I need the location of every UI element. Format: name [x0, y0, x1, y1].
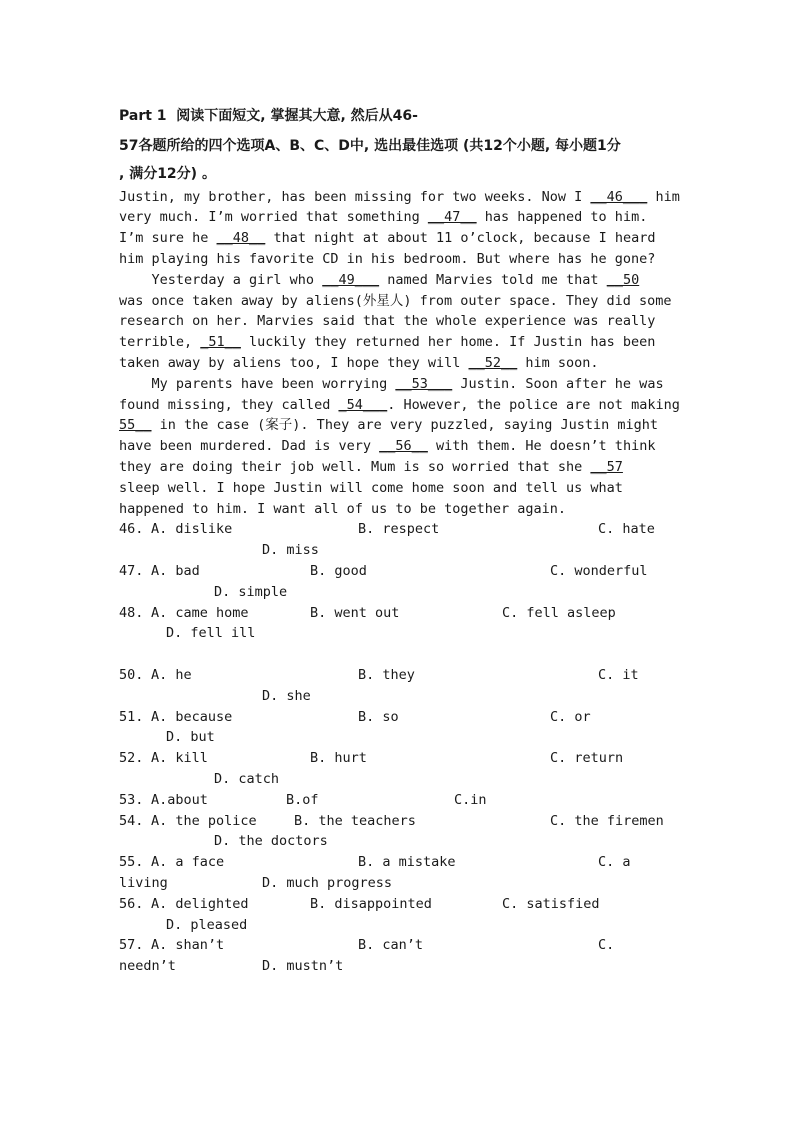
section-title-line3: , 满分12分) 。 [119, 166, 216, 182]
question-51-option-d: D. but [166, 729, 215, 745]
question-51-option-c: C. or [550, 709, 591, 725]
question-56-option-c: C. satisfied [502, 896, 600, 912]
section-title-line2: 57各题所给的四个选项A、B、C、D中, 选出最佳选项 (共12个小题, 每小题1分 [119, 138, 621, 154]
question-51-option-a: A. because [151, 709, 233, 725]
question-46-option-b: B. respect [358, 521, 440, 537]
question-54-option-d: D. the doctors [214, 833, 328, 849]
question-46-option-a: A. dislike [151, 521, 233, 537]
question-55-option-d: D. much progress [262, 875, 393, 891]
passage-line: terrible, _51__ luckily they returned her home. If Justin has been [119, 334, 656, 350]
question-47-number: 47. [119, 563, 144, 579]
passage-line: have been murdered. Dad is very __56__ with them. He doesn’t think [119, 438, 656, 454]
question-56-number: 56. [119, 896, 144, 912]
question-55-option-c-cont: living [119, 875, 168, 891]
passage-line: very much. I’m worried that something __47__ has happened to him. [119, 209, 648, 225]
question-52-option-b: B. hurt [310, 750, 367, 766]
blank-48: __48__ [216, 230, 266, 246]
question-57-option-c: C. [598, 937, 615, 953]
passage-line: I’m sure he __48__ that night at about 11 o’clock, because I heard [119, 230, 656, 246]
question-48-option-b: B. went out [310, 605, 400, 621]
passage-line: was once taken away by aliens(外星人) from outer space. They did some [119, 293, 672, 309]
blank-56: __56__ [379, 438, 428, 454]
blank-46: __46___ [590, 189, 648, 205]
question-50-option-a: A. he [151, 667, 192, 683]
question-52-option-d: D. catch [214, 771, 280, 787]
question-53-option-b: B.of [286, 792, 319, 808]
passage-line: 55__ in the case (案子). They are very puzzled, saying Justin might [119, 417, 659, 433]
question-53-option-c: C.in [454, 792, 487, 808]
question-47-option-d: D. simple [214, 584, 288, 600]
question-52-option-a: A. kill [151, 750, 208, 766]
question-50-option-c: C. it [598, 667, 639, 683]
question-56-option-a: A. delighted [151, 896, 249, 912]
question-53-number: 53. [119, 792, 144, 808]
question-54-option-a: A. the police [151, 813, 257, 829]
blank-50: __50 [606, 272, 640, 288]
passage-line: My parents have been worrying __53___ Justin. Soon after he was [119, 376, 664, 392]
question-57-option-d: D. mustn’t [262, 958, 344, 974]
passage-line: taken away by aliens too, I hope they will __52__ him soon. [119, 355, 599, 371]
passage-line: found missing, they called _54___. However, the police are not making [119, 397, 680, 413]
question-48-option-c: C. fell asleep [502, 605, 616, 621]
question-55-number: 55. [119, 854, 144, 870]
question-50-option-d: D. she [262, 688, 311, 704]
question-50-option-b: B. they [358, 667, 415, 683]
question-48-option-d: D. fell ill [166, 625, 256, 641]
question-48-option-a: A. came home [151, 605, 249, 621]
passage-line: sleep well. I hope Justin will come home soon and tell us what [119, 480, 623, 496]
passage-line: Justin, my brother, has been missing for two weeks. Now I __46___ him [119, 189, 680, 205]
question-56-option-b: B. disappointed [310, 896, 432, 912]
question-55-option-c: C. a [598, 854, 631, 870]
section-title-line1: Part 1 阅读下面短文, 掌握其大意, 然后从46- [119, 108, 418, 124]
question-47-option-c: C. wonderful [550, 563, 648, 579]
question-54-option-b: B. the teachers [294, 813, 416, 829]
question-57-number: 57. [119, 937, 144, 953]
blank-57: __57 [590, 459, 623, 475]
question-52-option-c: C. return [550, 750, 624, 766]
question-46-option-c: C. hate [598, 521, 655, 537]
question-56-option-d: D. pleased [166, 917, 248, 933]
question-57-option-a: A. shan’t [151, 937, 225, 953]
blank-51: _51__ [200, 334, 241, 350]
question-53-option-a: A.about [151, 792, 208, 808]
passage-line: Yesterday a girl who __49___ named Marvies told me that __50 [119, 272, 640, 288]
blank-53: __53___ [395, 376, 453, 392]
question-47-option-a: A. bad [151, 563, 200, 579]
question-51-option-b: B. so [358, 709, 399, 725]
blank-47: __47__ [427, 209, 477, 225]
question-54-option-c: C. the firemen [550, 813, 664, 829]
question-47-option-b: B. good [310, 563, 367, 579]
question-57-option-c-cont: needn’t [119, 958, 176, 974]
question-55-option-a: A. a face [151, 854, 225, 870]
question-54-number: 54. [119, 813, 144, 829]
question-55-option-b: B. a mistake [358, 854, 456, 870]
question-48-number: 48. [119, 605, 144, 621]
passage-line: they are doing their job well. Mum is so worried that she __57 [119, 459, 623, 475]
blank-52: __52__ [468, 355, 518, 371]
question-52-number: 52. [119, 750, 144, 766]
question-51-number: 51. [119, 709, 144, 725]
passage-line: happened to him. I want all of us to be together again. [119, 501, 567, 517]
passage-line: research on her. Marvies said that the whole experience was really [119, 313, 656, 329]
blank-49: __49___ [322, 272, 380, 288]
question-46-option-d: D. miss [262, 542, 319, 558]
blank-54: _54___ [338, 397, 388, 413]
question-50-number: 50. [119, 667, 144, 683]
question-57-option-b: B. can’t [358, 937, 424, 953]
passage-line: him playing his favorite CD in his bedroom. But where has he gone? [119, 251, 656, 267]
blank-55: 55__ [119, 417, 152, 433]
question-46-number: 46. [119, 521, 144, 537]
